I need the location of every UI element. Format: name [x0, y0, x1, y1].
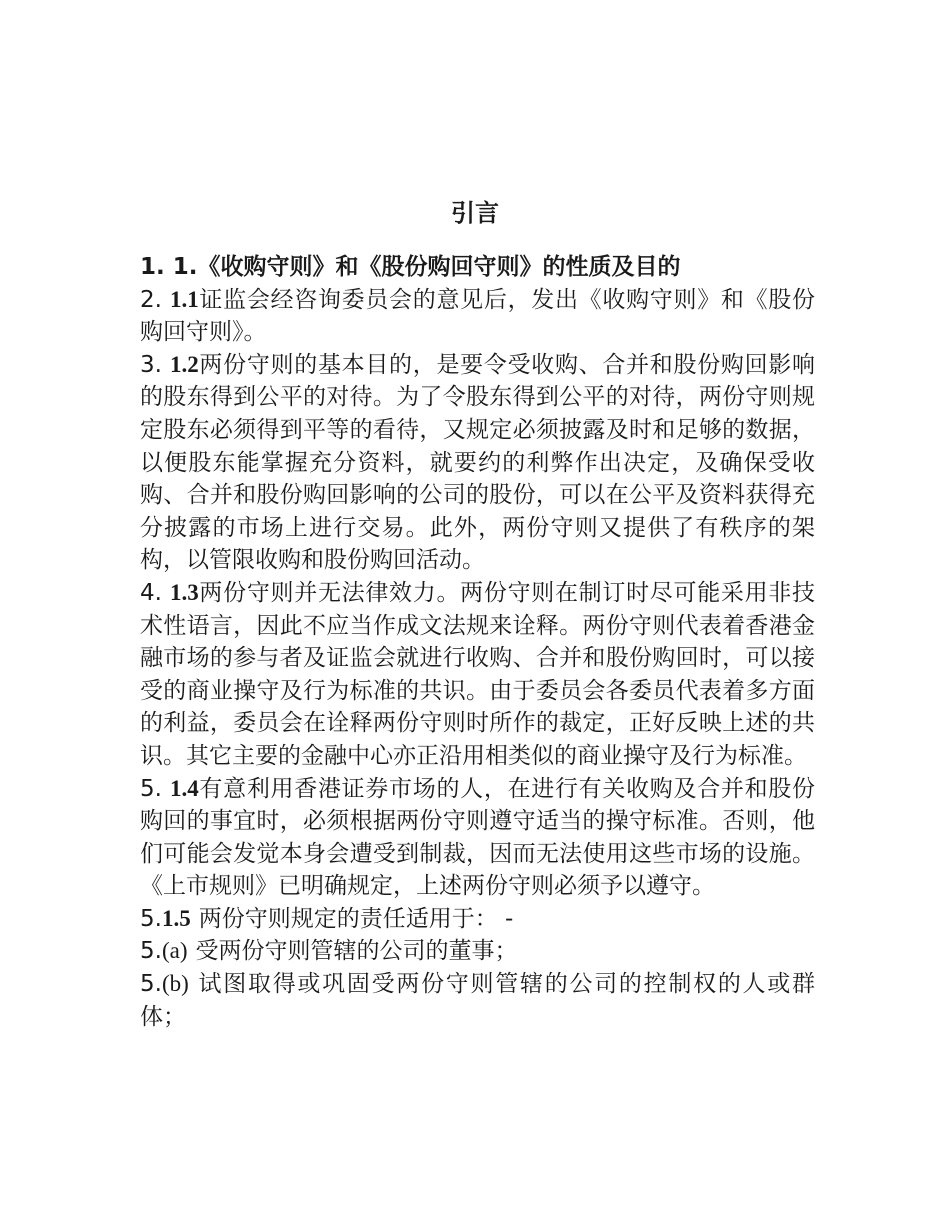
section-ref: 1.5: [161, 905, 191, 931]
paragraph-6: [140, 903, 815, 936]
paragraph-number: 5.: [140, 905, 162, 932]
paragraph-7: [140, 935, 815, 968]
document-title: 引言: [451, 199, 499, 227]
paragraph-number: 1.: [140, 254, 173, 280]
document-body: [140, 251, 815, 1033]
paragraph-number: 5.: [140, 775, 170, 802]
paragraph-text: 受两份守则管辖的公司的董事；: [195, 938, 518, 965]
paragraph-number: 4.: [140, 579, 170, 606]
paragraph-text: 两份守则的基本目的，是要令受收购、合并和股份购回影响的股东得到公平的对待。为了令股东得到公平的对待，两份守则规定股东必须得到平等的看待，又规定必须披露及时和足够的数据，以便股东能掌握充分资料，就要约的利弊作出决定，及确保受收购、合并和股份购回影响的公司的股份，可以在公平及资料获得充分披露的市场上进行交易。此外，两份守则又提供了有秩序的架构，以管限收购和股份购回活动。: [140, 351, 815, 574]
paragraph-text: 1.《收购守则》和《股份购回守则》的性质及目的: [172, 254, 681, 280]
paragraph-5: [140, 773, 815, 903]
paragraph-number: 5.: [140, 938, 162, 965]
paragraph-4: [140, 577, 815, 773]
section-ref: (b): [161, 971, 189, 997]
paragraph-text: 试图取得或巩固受两份守则管辖的公司的控制权的人或群体；: [140, 971, 815, 1030]
paragraph-8: [140, 968, 815, 1033]
section-ref: 1.2: [169, 351, 199, 377]
paragraph-number: 5.: [140, 971, 162, 998]
paragraph-1: [140, 251, 815, 284]
paragraph-text: 两份守则并无法律效力。两份守则在制订时尽可能采用非技术性语言，因此不应当作成文法规来诠释。两份守则代表着香港金融市场的参与者及证监会就进行收购、合并和股份购回时，可以接受的商业操守及行为标准的共识。由于委员会各委员代表着多方面的利益，委员会在诠释两份守则时所作的裁定，正好反映上述的共识。其它主要的金融中心亦正沿用相类似的商业操守及行为标准。: [140, 579, 815, 769]
paragraph-3: [140, 349, 815, 577]
section-ref: (a): [161, 938, 188, 964]
section-ref: 1.1: [169, 286, 199, 312]
section-ref: 1.3: [169, 579, 199, 605]
paragraph-text: 有意利用香港证券市场的人，在进行有关收购及合并和股份购回的事宜时，必须根据两份守则遵守适当的操守标准。否则，他们可能会发觉本身会遭受到制裁，因而无法使用这些市场的设施。《上市规则》已明确规定，上述两份守则必须予以遵守。: [140, 775, 815, 900]
paragraph-number: 2.: [140, 286, 170, 313]
paragraph-2: [140, 284, 815, 349]
section-ref: 1.4: [169, 775, 199, 801]
paragraph-text: 证监会经咨询委员会的意见后，发出《收购守则》和《股份购回守则》。: [140, 286, 815, 346]
paragraph-text: 两份守则规定的责任适用于： -: [198, 905, 514, 932]
paragraph-number: 3.: [140, 351, 170, 378]
